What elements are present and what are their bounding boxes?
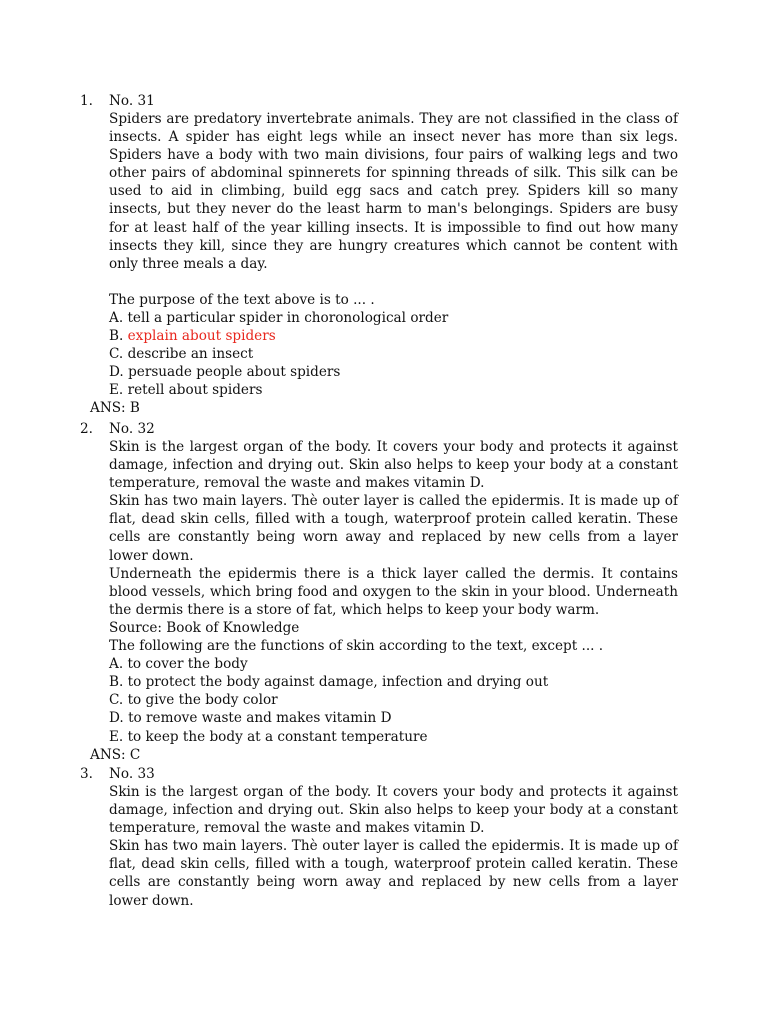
option-c: C. to give the body color <box>109 692 278 709</box>
question-body <box>109 110 678 399</box>
question-label: No. 32 <box>109 421 155 437</box>
question-body <box>109 783 678 910</box>
list-number: 1. <box>80 93 93 109</box>
passage-paragraph: Skin is the largest organ of the body. It covers your body and protects it against damage, infection and drying out. Skin also helps to keep your body at a constant temperature, removal the waste and makes vitamin D. <box>109 784 678 837</box>
answer-key: ANS: C <box>90 746 141 763</box>
option-b-highlighted: B. explain about spiders <box>109 328 276 345</box>
list-number: 2. <box>80 421 93 437</box>
question-body <box>109 438 678 746</box>
passage-paragraph: Underneath the epidermis there is a thick layer called the dermis. It contains blood vessels, which bring food and oxygen to the skin in your blood. Underneath the dermis there is a store of fat, which helps to keep your body warm. <box>109 565 678 618</box>
passage-paragraph: Skin has two main layers. Thè outer layer is called the epidermis. It is made up of flat, dead skin cells, filled with a tough, waterproof protein called keratin. These cells are constantly being worn away and replaced by new cells from a layer lower down. <box>109 838 678 909</box>
answer-key: ANS: B <box>90 400 140 417</box>
option-d: D. persuade people about spiders <box>109 364 341 381</box>
spacer <box>109 273 678 291</box>
question-32 <box>80 420 680 764</box>
passage-paragraph: Skin has two main layers. Thè outer layer is called the epidermis. It is made up of flat, dead skin cells, filled with a tough, waterproof protein called keratin. These cells are constantly being worn away and replaced by new cells from a layer lower down. <box>109 493 678 564</box>
question-prompt: The following are the functions of skin according to the text, except ... . <box>109 638 604 655</box>
option-a: A. tell a particular spider in choronological order <box>109 309 449 326</box>
question-header <box>80 92 680 110</box>
passage-paragraph: Skin is the largest organ of the body. It covers your body and protects it against damage, infection and drying out. Skin also helps to keep your body at a constant temperature, removal the waste and makes vitamin D. <box>109 439 678 492</box>
question-prompt: The purpose of the text above is to ... . <box>109 291 375 308</box>
list-number: 3. <box>80 766 93 782</box>
source-citation: Source: Book of Knowledge <box>109 619 300 636</box>
option-e: E. to keep the body at a constant temperature <box>109 728 428 745</box>
question-label: No. 31 <box>109 93 155 109</box>
option-d: D. to remove waste and makes vitamin D <box>109 710 392 727</box>
option-b: B. to protect the body against damage, infection and drying out <box>109 674 549 691</box>
option-a: A. to cover the body <box>109 656 248 673</box>
option-c: C. describe an insect <box>109 346 254 363</box>
option-e: E. retell about spiders <box>109 382 263 399</box>
question-31 <box>80 92 680 417</box>
question-33 <box>80 765 680 910</box>
question-label: No. 33 <box>109 766 155 782</box>
question-header <box>80 420 680 438</box>
question-header <box>80 765 680 783</box>
passage-paragraph: Spiders are predatory invertebrate animals. They are not classified in the class of insects. A spider has eight legs while an insect never has more than six legs. Spiders have a body with two main divisions, four pairs of walking legs and two other pairs of abdominal spinnerets for spinning threads of silk. This silk can be used to aid in climbing, build egg sacs and catch prey. Spiders kill so many insects, but they never do the least harm to man's belongings. Spiders are busy for at least half of the year killing insects. It is impossible to find out how many insects they kill, since they are hungry creatures which cannot be content with only three meals a day. <box>109 111 678 272</box>
